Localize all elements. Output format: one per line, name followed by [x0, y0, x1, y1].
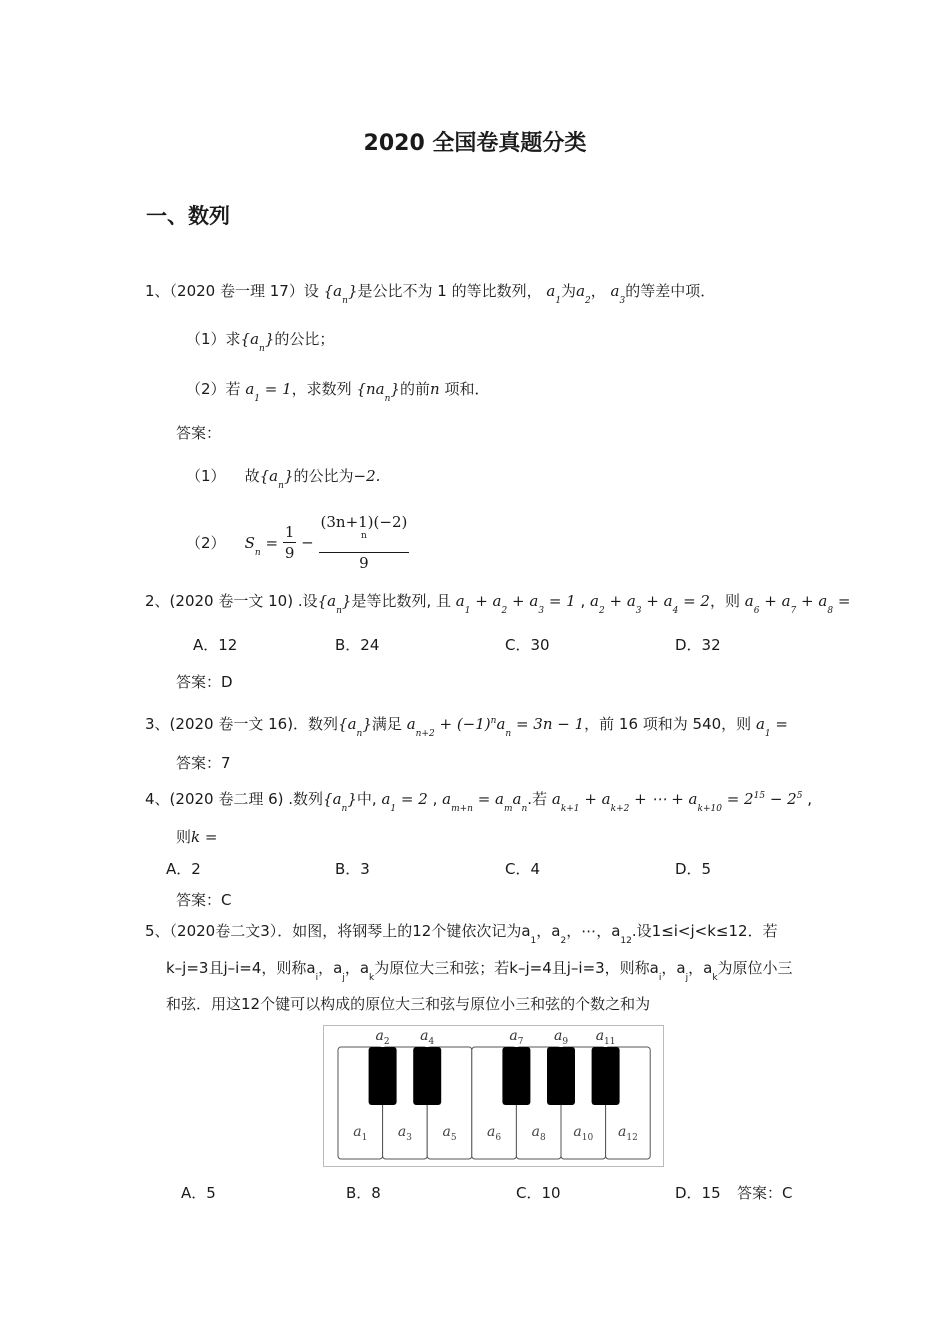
q2-option-c[interactable]: C．30 — [505, 636, 550, 654]
document-title: 2020 全国卷真题分类 — [363, 131, 587, 156]
white-key-label-a10: $a_{10}$ — [573, 1124, 594, 1143]
q1-part1: （1）求$\{a_n\}$的公比； — [186, 330, 335, 354]
black-key-label-a4: $a_4$ — [420, 1028, 435, 1047]
q2-option-b[interactable]: B．24 — [335, 636, 380, 654]
q1-answer-label: 答案： — [176, 424, 222, 442]
q4-option-a[interactable]: A．2 — [166, 860, 201, 878]
section-heading: 一、数列 — [146, 204, 230, 228]
white-key-label-a1: $a_1$ — [353, 1124, 368, 1143]
q3-stem: 3、(2020 卷一文 16)．数列$\{a_n\}$满足 $a_{n+2} + (-1)^na_n = 3n - 1$，前 16 项和为 540，则 $a_1$ = — [145, 715, 788, 739]
q5-line2: k–j=3且j–i=4，则称$a_i$，$a_j$，$a_k$为原位大三和弦；若k–j=4且j–i=3，则称$a_i$，$a_j$，$a_k$为原位小三 — [166, 959, 793, 983]
black-key-label-a11: $a_{11}$ — [595, 1028, 616, 1047]
q4-line2: 则k = — [176, 828, 218, 846]
black-key-label-a2: $a_2$ — [375, 1028, 390, 1047]
q5-option-d[interactable]: D．15 — [675, 1184, 721, 1202]
q4-stem: 4、(2020 卷二理 6) .数列$\{a_n\}$中, $a_1 = 2$ , $a_{m+n} = a_ma_n$.若 $a_{k+1} + a_{k+2}$ + ⋯ + $a_{k+10} = 2^{15} - 2^5$ , — [145, 790, 812, 814]
black-key-label-a9: $a_9$ — [553, 1028, 569, 1047]
black-key-a11 — [592, 1047, 620, 1105]
q2-option-a[interactable]: A．12 — [193, 636, 238, 654]
black-key-a7 — [502, 1047, 530, 1105]
white-key-label-a8: $a_8$ — [531, 1124, 546, 1143]
white-key-label-a12: $a_{12}$ — [617, 1124, 638, 1143]
q1-answer-2: （2） $S_n$ = $\frac{1}{9}$ − (3n+1)(−2) n 9 — [186, 513, 408, 572]
q4-option-b[interactable]: B．3 — [335, 860, 370, 878]
q1-part2: （2）若 $a_1 = 1$，求数列 $\{na_n\}$的前n 项和． — [186, 380, 490, 404]
black-key-a2 — [369, 1047, 397, 1105]
black-key-a4 — [413, 1047, 441, 1105]
q5-answer: 答案：C — [737, 1184, 793, 1202]
q5-option-c[interactable]: C．10 — [516, 1184, 561, 1202]
q4-option-c[interactable]: C．4 — [505, 860, 541, 878]
black-key-a9 — [547, 1047, 575, 1105]
q5-option-b[interactable]: B．8 — [346, 1184, 381, 1202]
q1-answer-1: （1） 故$\{a_n\}$的公比为−2. — [186, 467, 381, 491]
piano-figure — [323, 1025, 664, 1167]
q5-line1: 5、（2020卷二文3）．如图，将钢琴上的12个键依次记为$a_1$，$a_2$，⋯，$a_{12}$.设1≤i<j<k≤12．若 — [145, 922, 778, 946]
q1-stem: 1、（2020 卷一理 17）设 $\{a_n\}$是公比不为 1 的等比数列， $a_1$为$a_2$， $a_3$的等差中项． — [145, 282, 716, 306]
white-key-label-a3: $a_3$ — [397, 1124, 412, 1143]
q2-stem: 2、(2020 卷一文 10) .设$\{a_n\}$是等比数列, 且 $a_1 + a_2 + a_3 = 1$ , $a_2 + a_3 + a_4 = 2$，则 $a_6 + a_7 + a_8$ = — [145, 592, 851, 616]
q2-option-d[interactable]: D．32 — [675, 636, 721, 654]
white-key-label-a6: $a_6$ — [487, 1124, 502, 1143]
q2-answer: 答案：D — [176, 673, 233, 691]
q3-answer: 答案：7 — [176, 754, 231, 772]
q5-line3: 和弦．用这12个键可以构成的原位大三和弦与原位小三和弦的个数之和为 — [166, 995, 651, 1013]
black-key-label-a7: $a_7$ — [509, 1028, 524, 1047]
q4-answer: 答案：C — [176, 891, 232, 909]
q4-option-d[interactable]: D．5 — [675, 860, 712, 878]
white-key-label-a5: $a_5$ — [442, 1124, 457, 1143]
q5-option-a[interactable]: A．5 — [181, 1184, 216, 1202]
